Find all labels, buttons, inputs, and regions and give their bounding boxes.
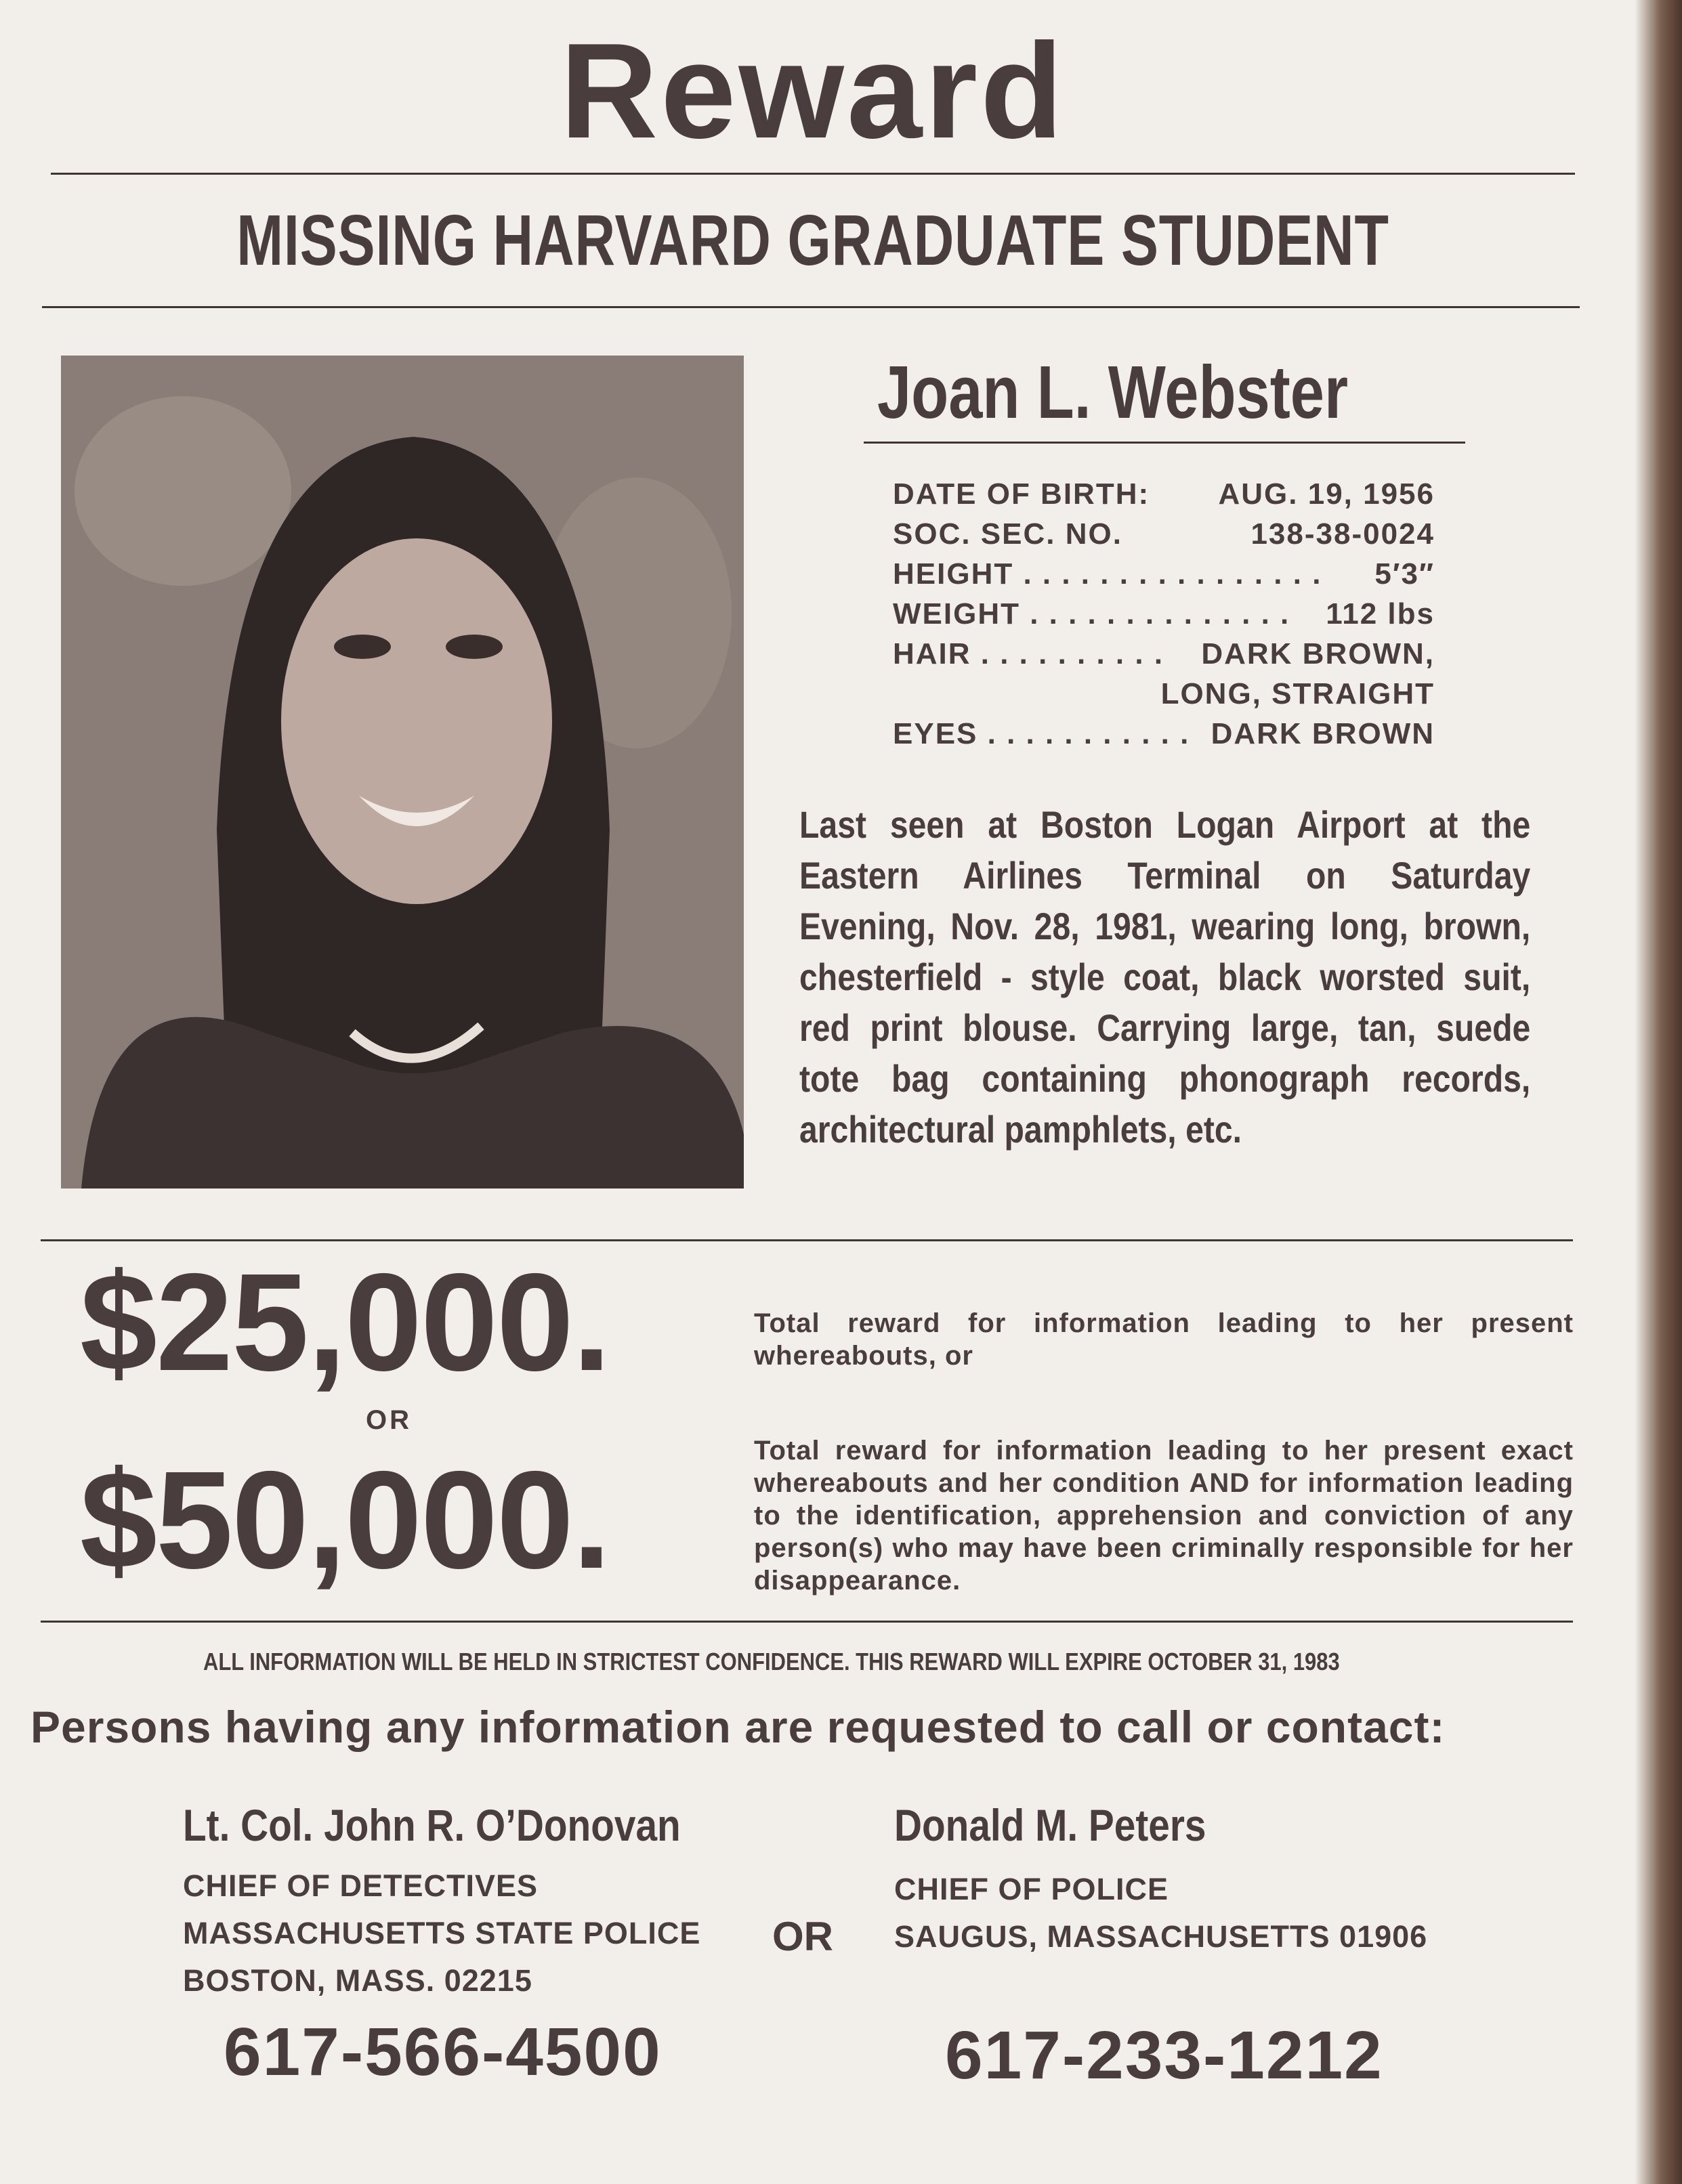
- divider-name: [864, 442, 1465, 444]
- reward-or-label: OR: [366, 1405, 412, 1435]
- stat-value: DARK BROWN: [1211, 717, 1435, 750]
- contact2-address: SAUGUS, MASSACHUSETTS 01906: [894, 1919, 1428, 1954]
- stat-value: 138-38-0024: [1250, 517, 1435, 551]
- poster-title: Reward: [560, 16, 1066, 167]
- reward-amount-25000: $25,000.: [80, 1245, 610, 1400]
- stat-value: LONG, STRAIGHT: [1160, 677, 1435, 710]
- page-edge-shadow: [1635, 0, 1682, 2184]
- divider-reward-top: [41, 1239, 1573, 1241]
- stat-value: DARK BROWN,: [1201, 637, 1435, 670]
- divider-reward-bottom: [41, 1621, 1573, 1623]
- stat-row-ssn: [893, 514, 1435, 554]
- stat-row-dob: [893, 474, 1435, 514]
- stat-value: AUG. 19, 1956: [1218, 477, 1435, 511]
- contact2-name: Donald M. Peters: [894, 1800, 1206, 1850]
- contact1-address: BOSTON, MASS. 02215: [183, 1963, 532, 1998]
- reward-description-1: Total reward for information leading to her present whereabouts, or: [754, 1308, 1574, 1371]
- reward-description-2: Total reward for information leading to her present exact whereabouts and her condition AND for information leading to the identification, apprehension and conviction of any person(s) who may have been criminally responsible for her disappearance.: [754, 1436, 1574, 1596]
- divider-subtitle: [42, 306, 1580, 308]
- contact2-phone: 617-233-1212: [945, 2017, 1383, 2093]
- contact1-name: Lt. Col. John R. O’Donovan: [183, 1800, 681, 1850]
- portrait-illustration: [61, 356, 744, 1189]
- contact2-title: CHIEF OF POLICE: [894, 1872, 1169, 1906]
- divider-top: [51, 173, 1575, 175]
- poster-subtitle: MISSING HARVARD GRADUATE STUDENT: [236, 200, 1389, 280]
- stat-label: SOC. SEC. NO.: [893, 517, 1122, 551]
- stat-row-weight: [893, 594, 1435, 634]
- physical-description-list: [893, 474, 1435, 754]
- contact-or-label: OR: [772, 1914, 833, 1959]
- last-seen-description: Last seen at Boston Logan Airport at the Eastern Airlines Terminal on Saturday Evening, Nov. 28, 1981, wearing long, brown, chesterfield - style coat, black worsted suit, red print blouse. Carrying large, tan, suede tote bag containing phonograph records, architectural pamphlets, etc.: [799, 803, 1531, 1151]
- stat-value: 5′3″: [1374, 557, 1435, 591]
- stat-row-height: [893, 554, 1435, 594]
- contact1-details: [183, 1862, 700, 2005]
- stat-row-eyes: [893, 714, 1435, 754]
- stat-label: EYES . . . . . . . . . . .: [893, 717, 1190, 750]
- contact1-phone: 617-566-4500: [224, 2014, 662, 2090]
- contact2-details: [894, 1866, 1427, 1961]
- contact1-org: MASSACHUSETTS STATE POLICE: [183, 1916, 701, 1950]
- missing-person-name: Joan L. Webster: [877, 351, 1349, 434]
- reward-amount-50000: $50,000.: [80, 1442, 610, 1598]
- confidentiality-notice: ALL INFORMATION WILL BE HELD IN STRICTEST CONFIDENCE. THIS REWARD WILL EXPIRE OCTOBER 31, 1983: [203, 1648, 1340, 1675]
- stat-label: WEIGHT . . . . . . . . . . . . . .: [893, 597, 1290, 630]
- stat-value: 112 lbs: [1326, 597, 1435, 630]
- contact-heading: Persons having any information are requested to call or contact:: [30, 1702, 1446, 1752]
- stat-label: DATE OF BIRTH:: [893, 477, 1150, 511]
- stat-row-hair: [893, 634, 1435, 674]
- contact1-title: CHIEF OF DETECTIVES: [183, 1868, 539, 1903]
- missing-person-photo: [61, 356, 744, 1189]
- stat-label: HEIGHT . . . . . . . . . . . . . . . .: [893, 557, 1322, 591]
- stat-row-hair-cont: [893, 674, 1435, 714]
- stat-label: HAIR . . . . . . . . . .: [893, 637, 1164, 670]
